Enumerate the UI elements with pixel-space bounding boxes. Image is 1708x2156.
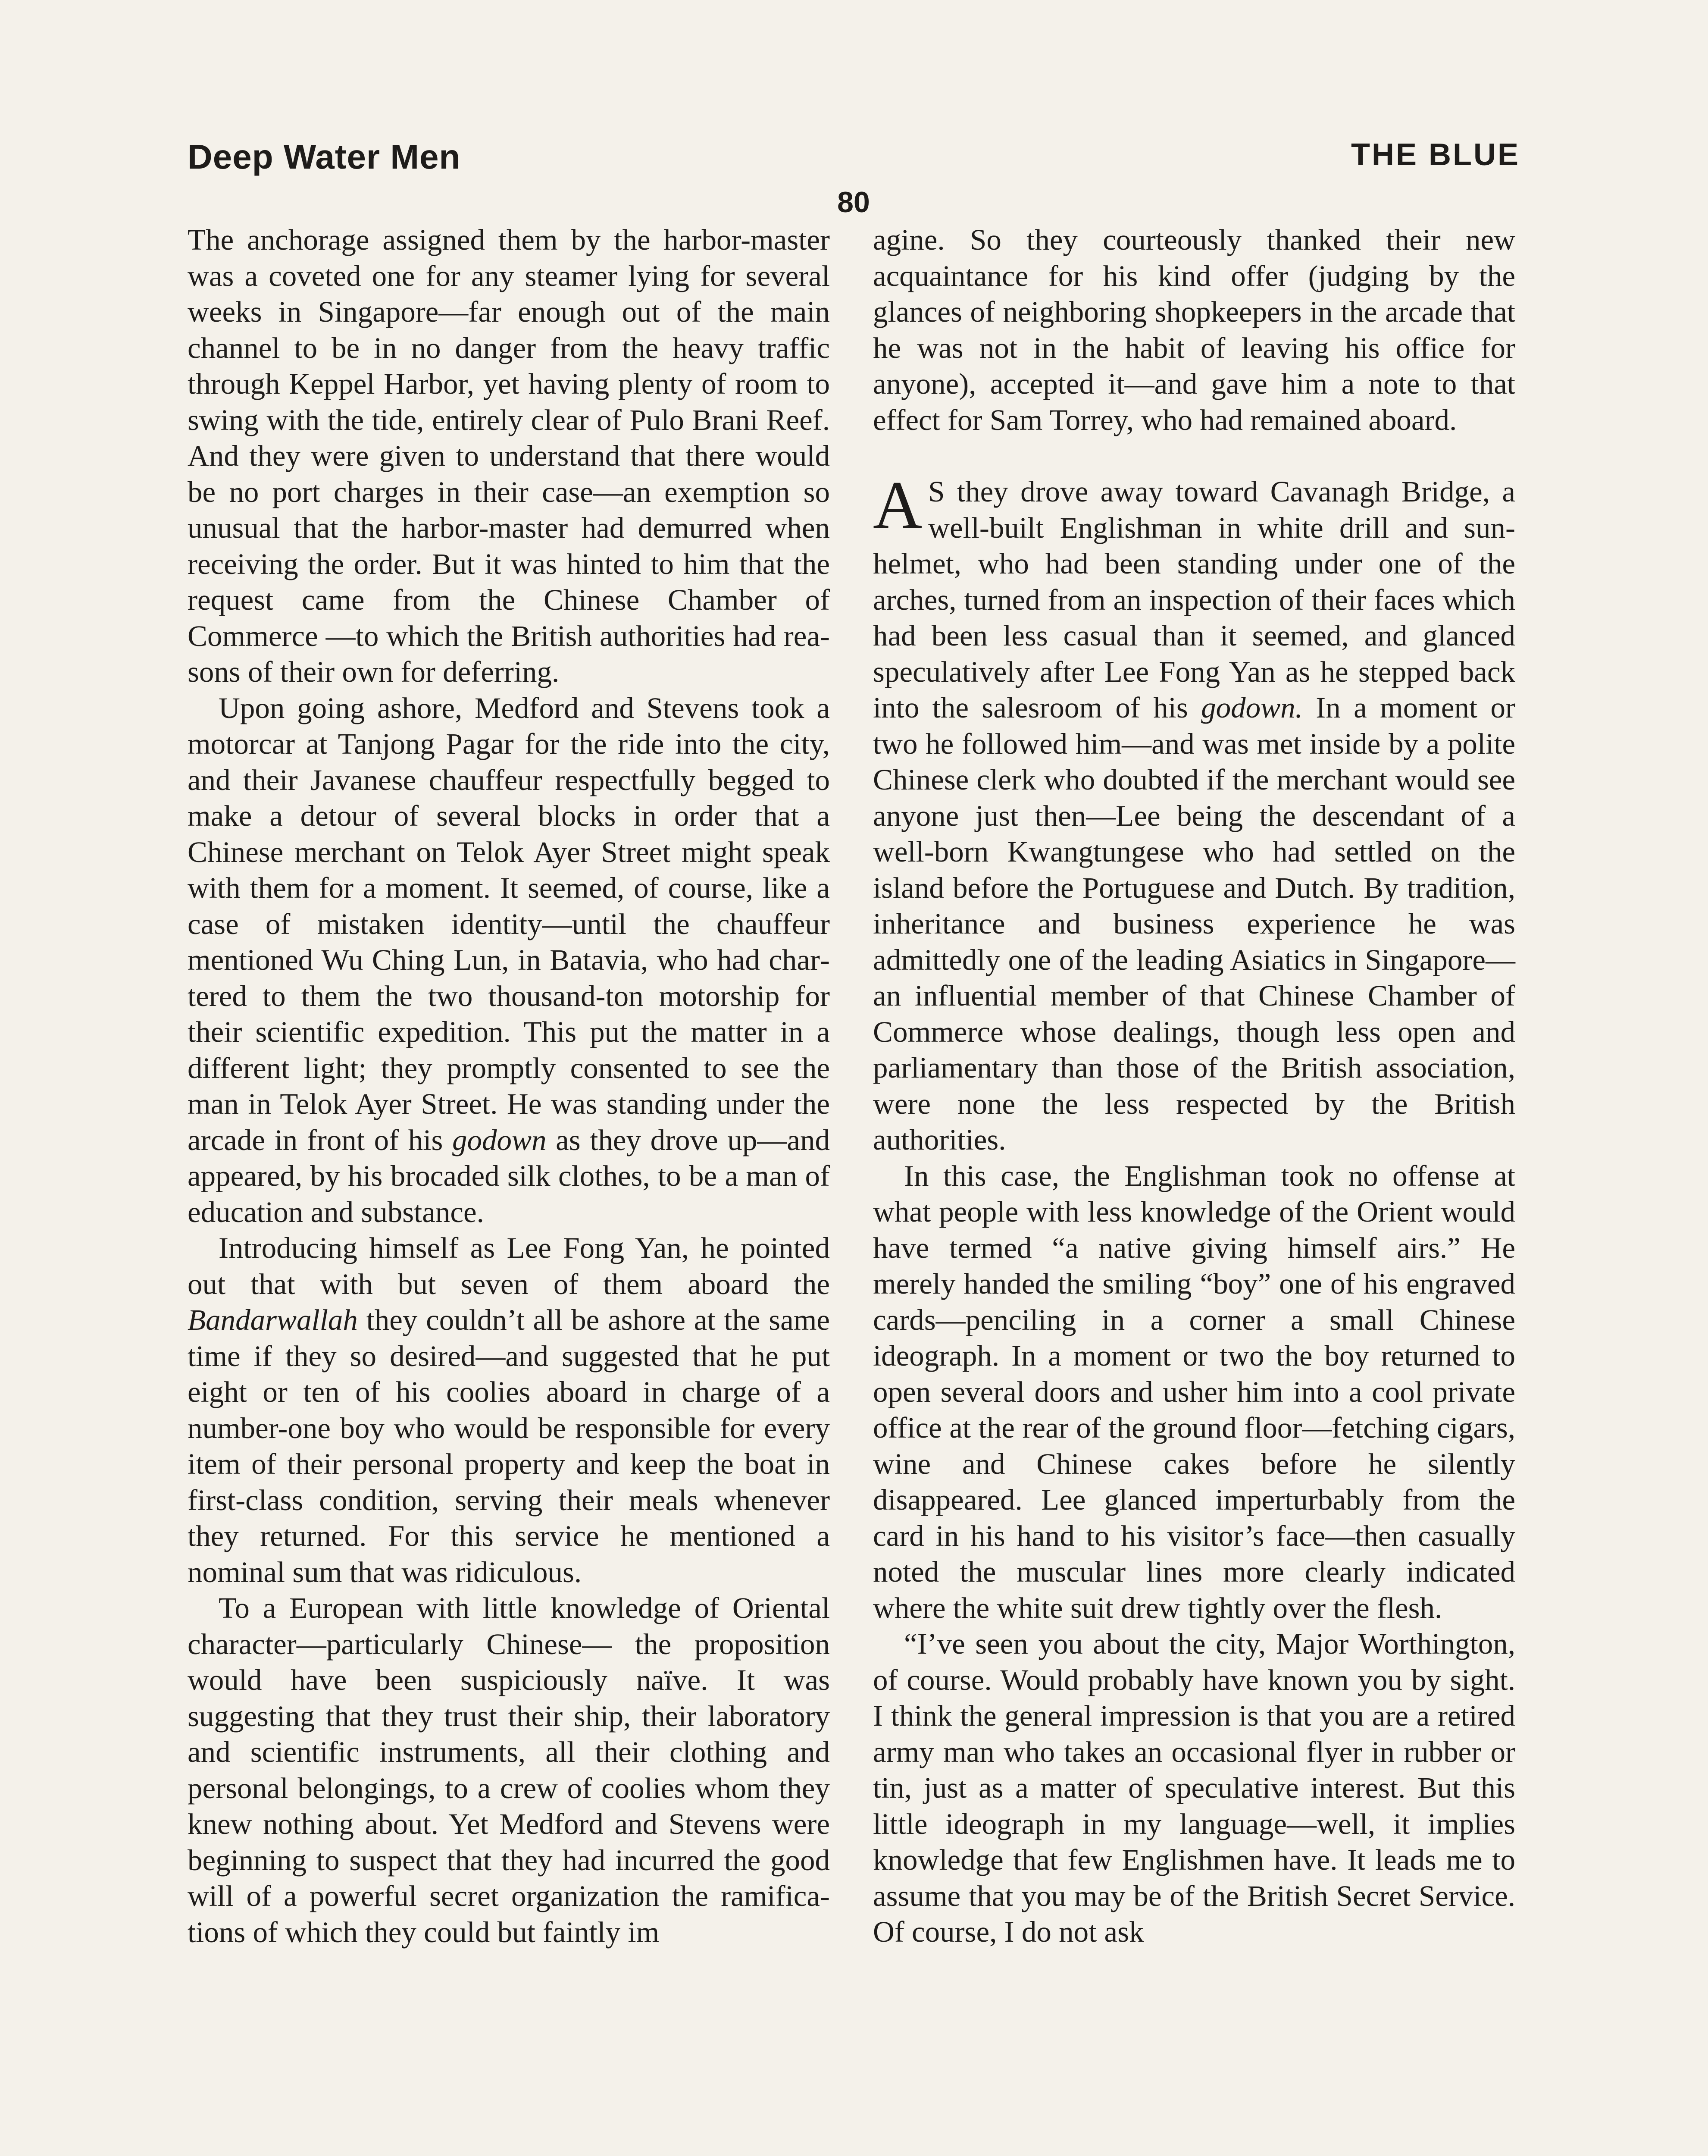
story-title: Deep Water Men: [188, 138, 461, 176]
page-number: 80: [837, 186, 870, 219]
paragraph: Upon going ashore, Medford and Stevens took a motorcar at Tanjong Pagar for the ride into the city, and their Javanese chauffeur respectfully begged to make a detour of several blocks in order that a Chinese merchant on Telok Ayer Street might speak with them for a moment. It seemed, of course, like a case of mistaken identity—until the chauffeur mentioned Wu Ching Lun, in Batavia, who had chartered to them the two thousand-ton motorship for their scientific expedition. This put the matter in a different light; they promptly consented to see the man in Telok Ayer Street. He was standing under the arcade in front of his godown as they drove up—and appeared, by his brocaded silk clothes, to be a man of education and substance.: [188, 691, 830, 1228]
paragraph: A S they drove away toward Cavanagh Bridge, a well-built Englishman in white drill and sun-helmet, who had been standing under one of the arches, turned from an inspection of their faces which had been less casual than it seemed, and glanced speculatively after Lee Fong Yan as he stepped back into the salesroom of his godown. In a moment or two he followed him—and was met inside by a polite Chinese clerk who doubted if the merchant would see anyone just then—Lee being the descendant of a well-born Kwangtungese who had settled on the island before the Portuguese and Dutch. By tradition, inheritance and business experience he was admittedly one of the leading Asiatics in Singapore—an influential member of that Chinese Chamber of Commerce whose dealings, though less open and parliamentary than those of the British association, were none the less respected by the British authorities.: [873, 467, 1515, 1156]
paragraph: In this case, the Englishman took no offense at what people with less knowledge of the Orient would have termed “a native giving himself airs.” He merely handed the smiling “boy” one of his engraved cards—penciling in a corner a small Chinese ideograph. In a moment or two the boy returned to open several doors and usher him into a cool private office at the rear of the ground floor—fetching cigars, wine and Chinese cakes before he silently disappeared. Lee glanced imperturbably from the card in his hand to his visitor’s face—then casually noted the muscular lines more clearly indicated where the white suit drew tightly over the flesh.: [873, 1159, 1515, 1624]
ship-name: Bandarwallah: [188, 1304, 358, 1336]
italic-text: godown: [452, 1123, 547, 1156]
magazine-title: THE BLUE: [1351, 138, 1520, 172]
right-column: [873, 222, 1515, 1950]
italic-text: godown.: [1201, 691, 1303, 724]
left-column: [188, 222, 830, 1950]
paragraph: Introducing himself as Lee Fong Yan, he pointed out that with but seven of them aboard the Bandarwallah they couldn’t all be ashore at the same time if they so desired—and suggested that he put eight or ten of his coolies aboard in charge of a number-one boy who would be responsible for every item of their personal property and keep the boat in first-class condition, serving their meals whenever they returned. For this service he mentioned a nominal sum that was ridiculous.: [188, 1232, 830, 1589]
paragraph: agine. So they courteously thanked their new acquaintance for his kind offer (judging by the glances of neighboring shopkeepers in the arcade that he was not in the habit of leaving his office for anyone), accepted it—and gave him a note to that effect for Sam Torrey, who had remained aboard.: [873, 223, 1515, 436]
drop-cap: A: [873, 467, 923, 543]
paragraph: The anchorage assigned them by the harbor-master was a coveted one for any steamer lying for several weeks in Singapore—far enough out of the main channel to be in no danger from the heavy traffic through Keppel Harbor, yet having plenty of room to swing with the tide, entirely clear of Pulo Brani Reef. And they were given to understand that there would be no port charges in their case—an exemption so unusual that the harbor-master had demurred when receiving the order. But it was hinted to him that the request came from the Chinese Chamber of Commerce —to which the British authorities had reasons of their own for deferring.: [188, 223, 830, 688]
paragraph: To a European with little knowledge of Oriental character—particularly Chinese— the proposition would have been suspiciously naïve. It was suggesting that they trust their ship, their laboratory and scientific instruments, all their clothing and personal belongings, to a crew of coolies whom they knew nothing about. Yet Medford and Stevens were beginning to suspect that they had incurred the good will of a powerful secret organization the ramifications of which they could but faintly im: [188, 1592, 830, 1949]
paragraph: “I’ve seen you about the city, Major Worthington, of course. Would probably have known you by sight. I think the general impression is that you are a retired army man who takes an occasional flyer in rubber or tin, just as a matter of speculative interest. But this little ideograph in my language—well, it implies knowledge that few Englishmen have. It leads me to assume that you may be of the British Secret Service. Of course, I do not ask: [873, 1627, 1515, 1948]
